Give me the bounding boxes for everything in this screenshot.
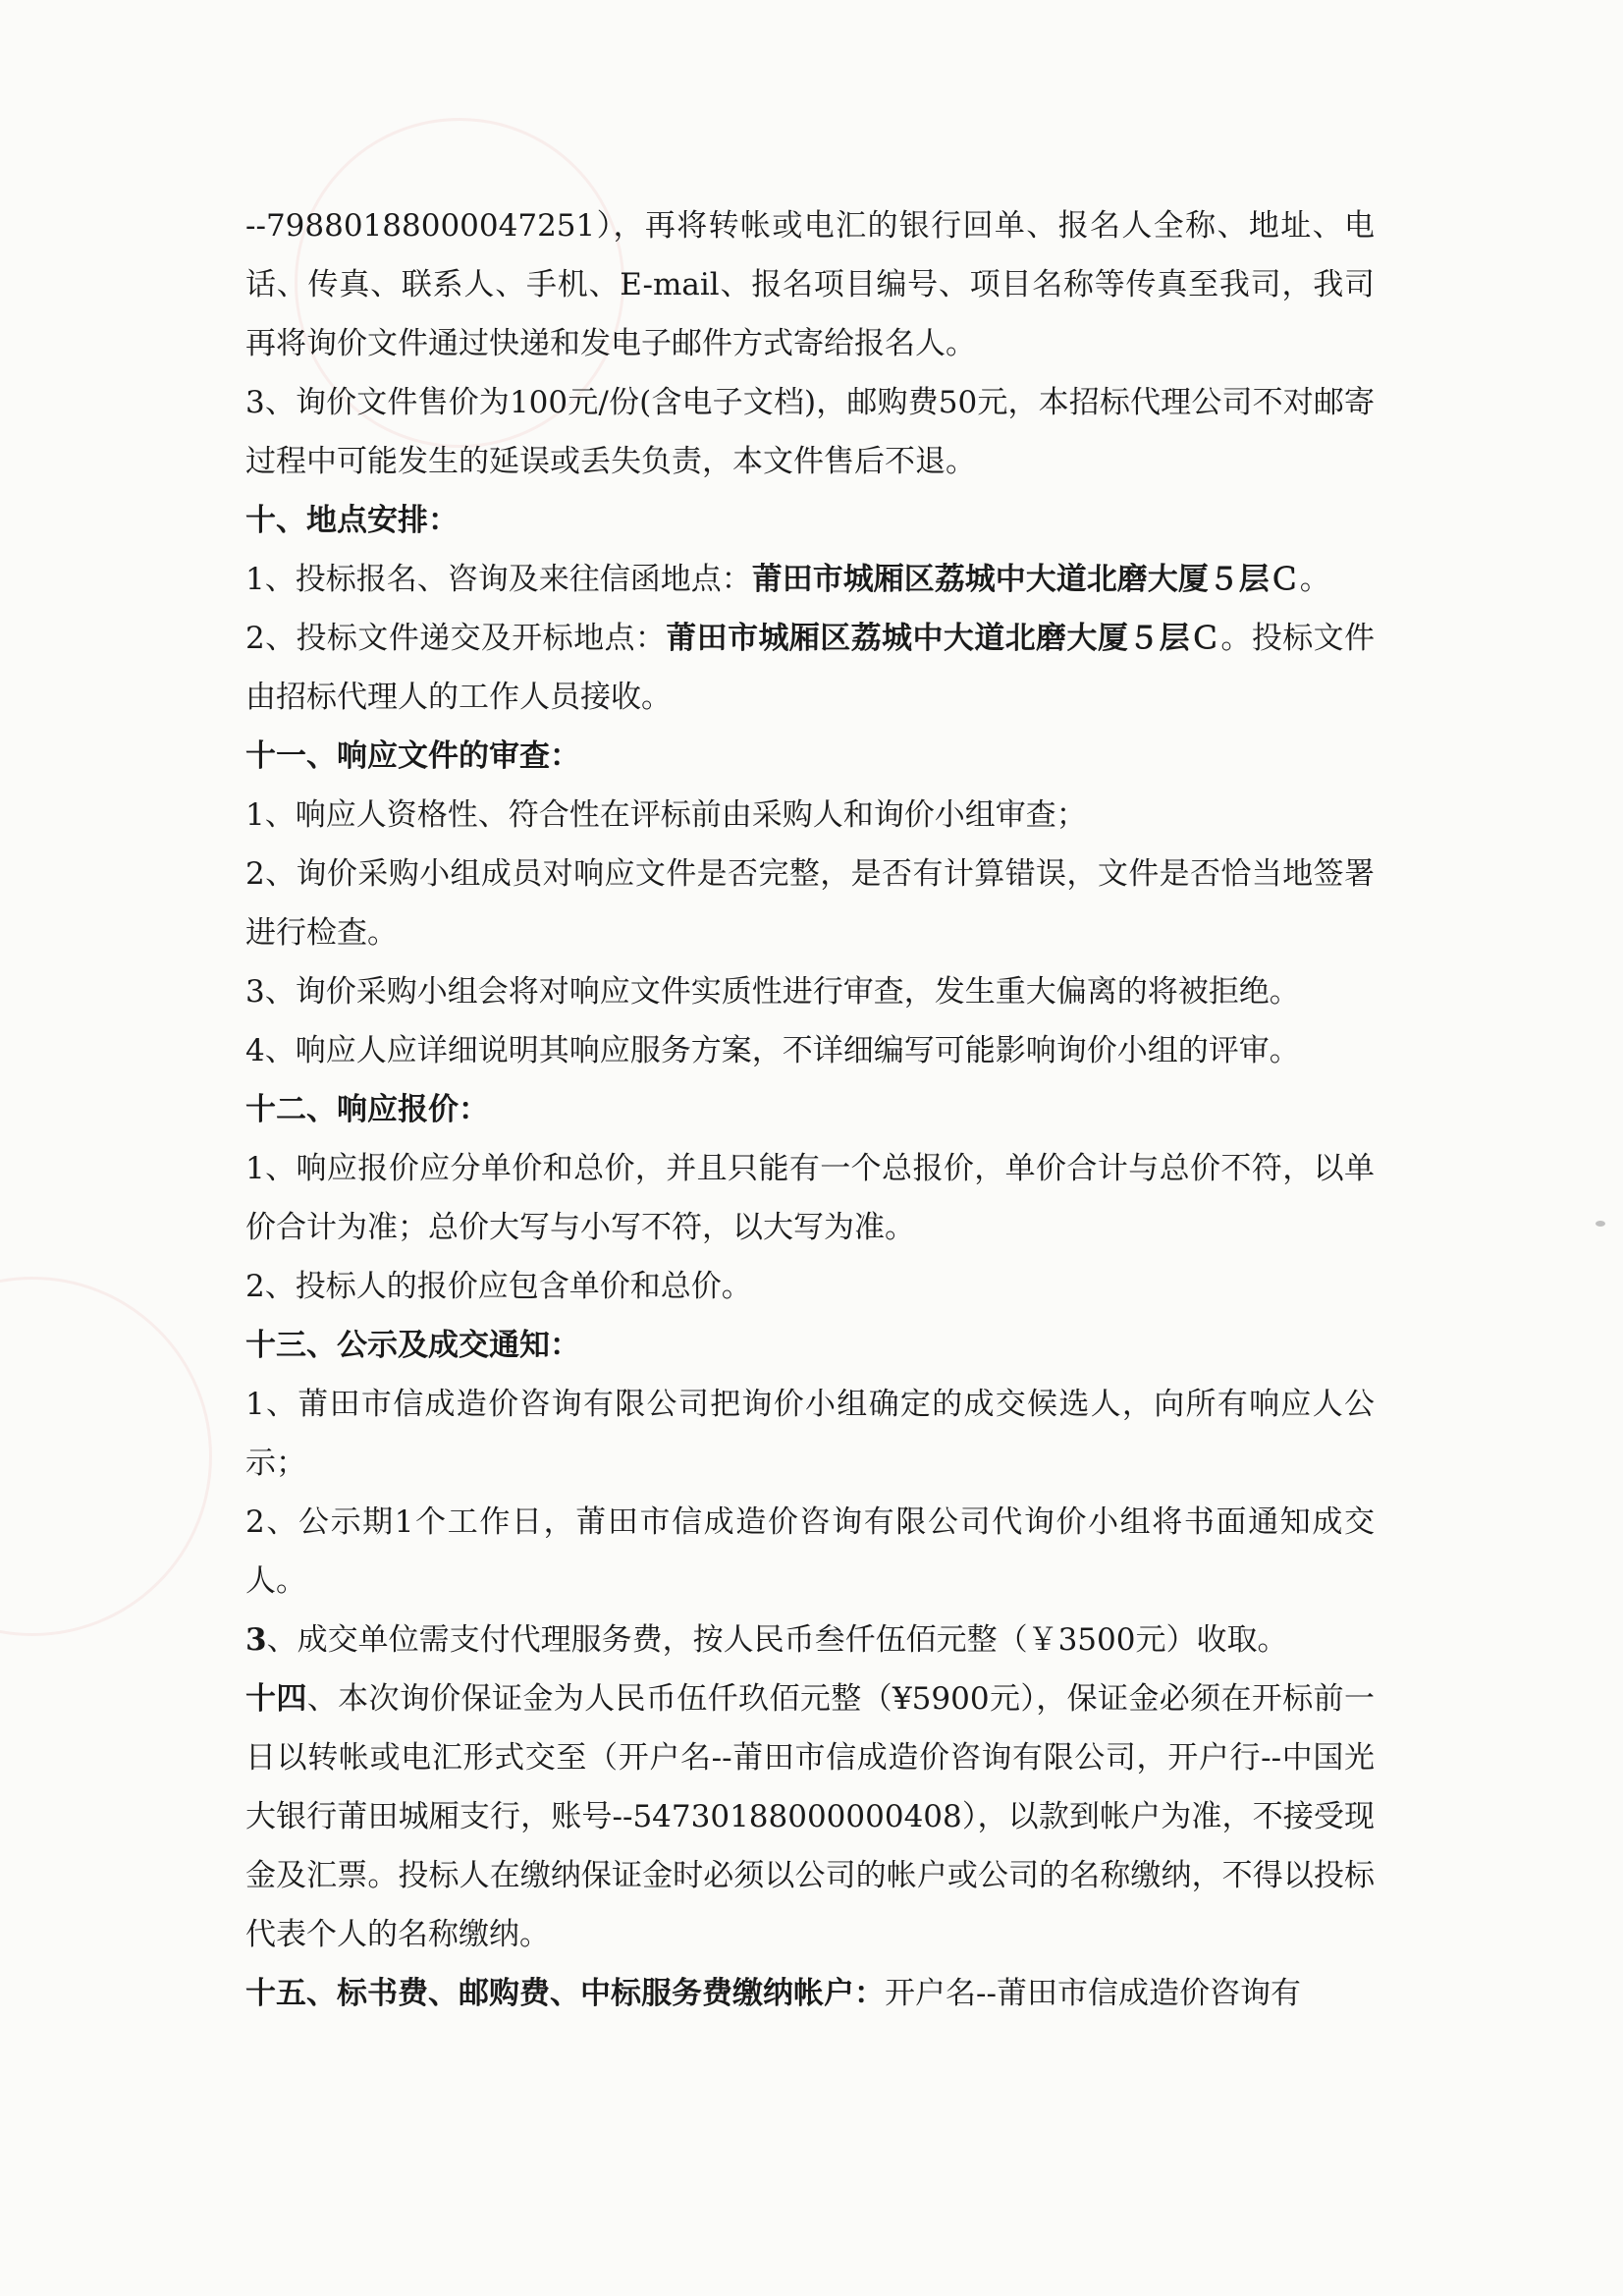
deposit-text: 、本次询价保证金为人民币伍仟玖佰元整（¥5900元），保证金必须在开标前一日以转帐或电汇形式交至（开户名--莆田市信成造价咨询有限公司，开户行--中国光大银行莆田城厢支行，账号--54730188000000408），以款到帐户为准，不接受现金及汇票。投标人在缴纳保证金时必须以公司的帐户或公司的名称缴纳，不得以投标代表个人的名称缴纳。 <box>245 1681 1375 1952</box>
submission-location-prefix: 2、投标文件递交及开标地点： <box>245 621 667 656</box>
paragraph-review-1: 1、响应人资格性、符合性在评标前由采购人和询价小组审查； <box>245 797 1087 833</box>
scan-speck <box>1596 1221 1605 1227</box>
service-fee-text: 、成交单位需支付代理服务费，按人民币叁仟伍佰元整（￥3500元）收取。 <box>266 1622 1288 1658</box>
heading-quotation: 十二、响应报价： <box>245 1092 489 1127</box>
heading-publicity: 十三、公示及成交通知： <box>245 1328 580 1363</box>
fee-account-text: 开户名--莆田市信成造价咨询有 <box>885 1976 1301 2011</box>
paragraph-quotation-2: 2、投标人的报价应包含单价和总价。 <box>245 1269 752 1304</box>
service-fee-number: 3 <box>245 1622 267 1658</box>
paragraph-fee-account <box>245 1964 1375 2023</box>
deposit-heading: 十四 <box>245 1681 307 1717</box>
registration-location-address: 莆田市城厢区荔城中大道北磨大厦５层Ｃ <box>751 562 1300 597</box>
paragraph-registration-location <box>245 550 1375 609</box>
seal-stamp-faint-left <box>0 1277 212 1636</box>
paragraph-submission-location <box>245 609 1375 727</box>
paragraph-document-price: 3、询价文件售价为100元/份(含电子文档)，邮购费50元，本招标代理公司不对邮寄过程中可能发生的延误或丢失负责，本文件售后不退。 <box>245 385 1375 479</box>
document-body <box>245 196 1375 2023</box>
paragraph-publicity-3 <box>245 1611 1375 1669</box>
paragraph-review-4: 4、响应人应详细说明其响应服务方案，不详细编写可能影响询价小组的评审。 <box>245 1033 1300 1068</box>
registration-location-suffix: 。 <box>1299 562 1330 597</box>
paragraph-publicity-1: 1、莆田市信成造价咨询有限公司把询价小组确定的成交候选人，向所有响应人公示； <box>245 1387 1375 1481</box>
paragraph-review-2: 2、询价采购小组成员对响应文件是否完整，是否有计算错误，文件是否恰当地签署进行检查。 <box>245 856 1375 951</box>
submission-location-suffix: 。投标文件由招标代理人的工作人员接收。 <box>245 621 1376 715</box>
heading-location: 十、地点安排： <box>245 503 459 538</box>
paragraph-bank-receipt: --79880188000047251），再将转帐或电汇的银行回单、报名人全称、地址、电话、传真、联系人、手机、E-mail、报名项目编号、项目名称等传真至我司，我司再将询价文件通过快递和发电子邮件方式寄给报名人。 <box>245 208 1375 361</box>
paragraph-publicity-2: 2、公示期1个工作日，莆田市信成造价咨询有限公司代询价小组将书面通知成交人。 <box>245 1504 1375 1599</box>
submission-location-address: 莆田市城厢区荔城中大道北磨大厦５层Ｃ <box>666 621 1221 656</box>
fee-account-heading: 十五、标书费、邮购费、中标服务费缴纳帐户： <box>245 1976 885 2011</box>
registration-location-prefix: 1、投标报名、咨询及来往信函地点： <box>245 562 752 597</box>
paragraph-deposit <box>245 1669 1375 1964</box>
paragraph-review-3: 3、询价采购小组会将对响应文件实质性进行审查，发生重大偏离的将被拒绝。 <box>245 974 1300 1010</box>
heading-review: 十一、响应文件的审查： <box>245 738 580 774</box>
paragraph-quotation-1: 1、响应报价应分单价和总价，并且只能有一个总报价，单价合计与总价不符，以单价合计为准；总价大写与小写不符，以大写为准。 <box>245 1151 1375 1245</box>
